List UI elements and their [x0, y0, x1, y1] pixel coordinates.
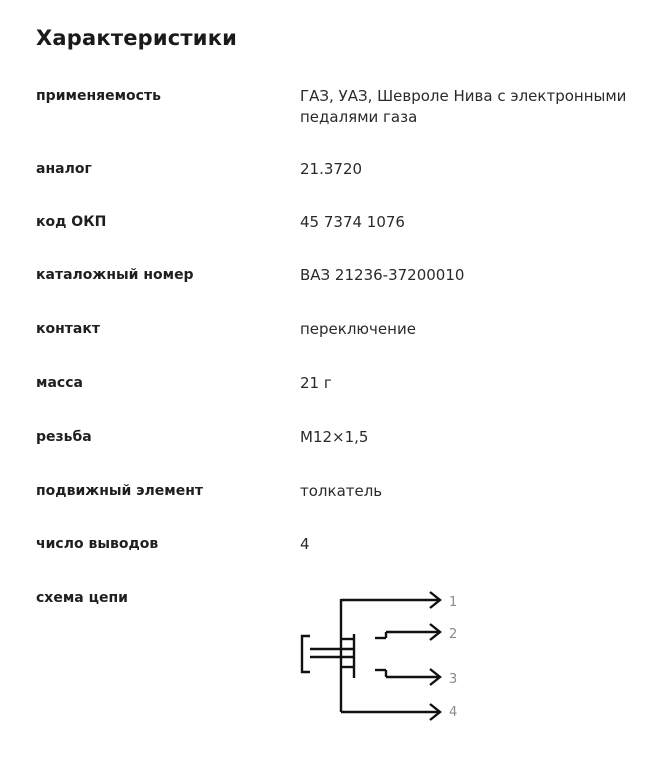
- terminal-label-1: 1: [449, 595, 458, 610]
- spec-label-mass: масса: [36, 375, 83, 391]
- spec-label-contact: контакт: [36, 321, 100, 337]
- spec-label-analog: аналог: [36, 161, 92, 177]
- spec-label-thread: резьба: [36, 429, 92, 445]
- spec-value-okp-code: 45 7374 1076: [300, 213, 405, 231]
- spec-value-applicability: ГАЗ, УАЗ, Шевроле Нива с электронными педалями газа: [300, 87, 627, 126]
- spec-value-catalog-number: ВАЗ 21236-37200010: [300, 266, 465, 284]
- spec-label-terminal-count: число выводов: [36, 536, 159, 552]
- plunger-bracket: [302, 636, 310, 672]
- spec-value-thread: М12×1,5: [300, 428, 369, 446]
- terminal-label-4: 4: [449, 705, 458, 720]
- spec-label-circuit-diagram: схема цепи: [36, 590, 128, 606]
- spec-label-catalog-number: каталожный номер: [36, 267, 194, 283]
- terminal-label-2: 2: [449, 627, 458, 642]
- spec-value-terminal-count: 4: [300, 535, 310, 553]
- spec-value-analog: 21.3720: [300, 160, 363, 178]
- terminal-label-3: 3: [449, 672, 458, 687]
- spec-label-applicability: применяемость: [36, 88, 161, 104]
- spec-value-mass: 21 г: [300, 374, 332, 392]
- spec-label-moving-element: подвижный элемент: [36, 483, 203, 499]
- spec-value-moving-element: толкатель: [300, 482, 383, 500]
- page-title: Характеристики: [36, 26, 238, 50]
- spec-label-okp-code: код ОКП: [36, 214, 107, 230]
- circuit-diagram: [290, 586, 480, 726]
- spec-value-contact: переключение: [300, 320, 416, 338]
